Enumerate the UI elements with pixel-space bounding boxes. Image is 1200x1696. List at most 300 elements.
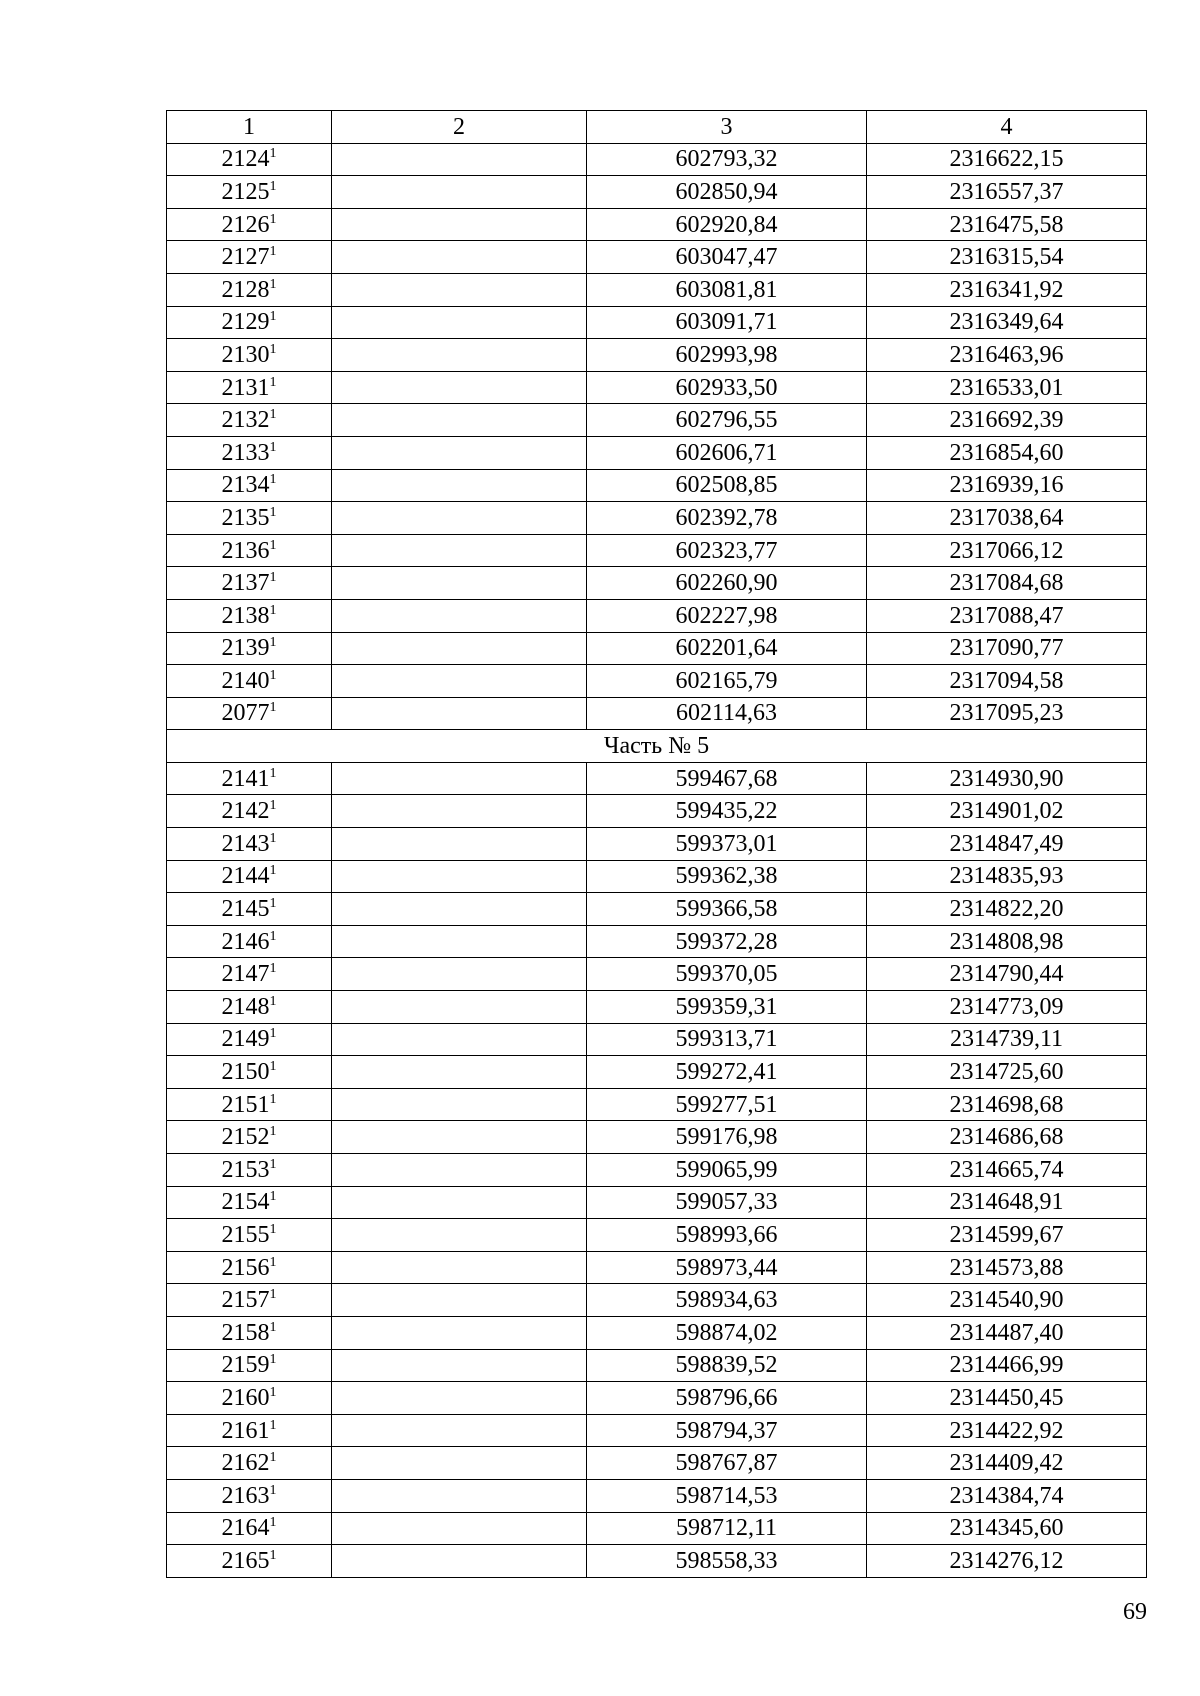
point-index-superscript: 1 xyxy=(269,602,277,618)
point-number: 2158 xyxy=(221,1319,270,1346)
col-2-cell xyxy=(332,1545,587,1578)
point-number-cell xyxy=(167,599,332,632)
table-row xyxy=(167,697,1147,730)
point-number-cell xyxy=(167,1056,332,1089)
x-coordinate-cell: 602796,55 xyxy=(587,404,867,437)
point-number: 2077 xyxy=(221,700,270,727)
point-number-cell xyxy=(167,469,332,502)
point-number: 2143 xyxy=(221,830,270,857)
y-coordinate-cell: 2314847,49 xyxy=(867,828,1147,861)
col-2-cell xyxy=(332,1121,587,1154)
table-row xyxy=(167,208,1147,241)
point-number: 2129 xyxy=(221,309,270,336)
point-index-superscript: 1 xyxy=(269,667,277,683)
x-coordinate-cell: 598796,66 xyxy=(587,1382,867,1415)
x-coordinate-cell: 603047,47 xyxy=(587,241,867,274)
point-number: 2157 xyxy=(221,1287,270,1314)
point-number: 2159 xyxy=(221,1352,270,1379)
col-2-cell xyxy=(332,176,587,209)
col-2-cell xyxy=(332,665,587,698)
point-number-cell xyxy=(167,925,332,958)
x-coordinate-cell: 598993,66 xyxy=(587,1219,867,1252)
y-coordinate-cell: 2317090,77 xyxy=(867,632,1147,665)
point-index-superscript: 1 xyxy=(269,830,277,846)
y-coordinate-cell: 2314450,45 xyxy=(867,1382,1147,1415)
point-index-superscript: 1 xyxy=(269,309,277,325)
point-index-superscript: 1 xyxy=(269,700,277,716)
y-coordinate-cell: 2314822,20 xyxy=(867,893,1147,926)
point-number: 2156 xyxy=(221,1254,270,1281)
point-number-cell xyxy=(167,1121,332,1154)
col-2-cell xyxy=(332,1512,587,1545)
point-number-cell xyxy=(167,1414,332,1447)
point-index-superscript: 1 xyxy=(269,961,277,977)
point-number: 2149 xyxy=(221,1026,270,1053)
y-coordinate-cell: 2314698,68 xyxy=(867,1088,1147,1121)
point-number-cell xyxy=(167,795,332,828)
point-number-cell xyxy=(167,143,332,176)
y-coordinate-cell: 2317084,68 xyxy=(867,567,1147,600)
point-number-cell xyxy=(167,1479,332,1512)
point-number-cell xyxy=(167,339,332,372)
col-2-cell xyxy=(332,306,587,339)
point-number: 2134 xyxy=(221,472,270,499)
y-coordinate-cell: 2314686,68 xyxy=(867,1121,1147,1154)
point-index-superscript: 1 xyxy=(269,1059,277,1075)
y-coordinate-cell: 2314901,02 xyxy=(867,795,1147,828)
table-row xyxy=(167,860,1147,893)
table-row xyxy=(167,1088,1147,1121)
y-coordinate-cell: 2314466,99 xyxy=(867,1349,1147,1382)
table-row xyxy=(167,273,1147,306)
x-coordinate-cell: 602793,32 xyxy=(587,143,867,176)
point-number-cell xyxy=(167,1316,332,1349)
y-coordinate-cell: 2316533,01 xyxy=(867,371,1147,404)
point-index-superscript: 1 xyxy=(269,1189,277,1205)
point-number: 2150 xyxy=(221,1059,270,1086)
col-2-cell xyxy=(332,1349,587,1382)
table-row xyxy=(167,1545,1147,1578)
table-row xyxy=(167,502,1147,535)
col-2-cell xyxy=(332,502,587,535)
point-index-superscript: 1 xyxy=(269,439,277,455)
x-coordinate-cell: 602227,98 xyxy=(587,599,867,632)
y-coordinate-cell: 2314409,42 xyxy=(867,1447,1147,1480)
table-row xyxy=(167,1349,1147,1382)
table-row xyxy=(167,567,1147,600)
table-body-part-5 xyxy=(167,762,1147,1577)
table-row xyxy=(167,991,1147,1024)
col-2-cell xyxy=(332,599,587,632)
point-number: 2163 xyxy=(221,1482,270,1509)
point-number-cell xyxy=(167,697,332,730)
point-number: 2146 xyxy=(221,928,270,955)
point-number: 2125 xyxy=(221,178,270,205)
col-2-cell xyxy=(332,762,587,795)
y-coordinate-cell: 2316349,64 xyxy=(867,306,1147,339)
table-row xyxy=(167,1447,1147,1480)
section-title: Часть № 5 xyxy=(167,730,1147,763)
point-index-superscript: 1 xyxy=(269,1287,277,1303)
x-coordinate-cell: 602850,94 xyxy=(587,176,867,209)
table-row xyxy=(167,1186,1147,1219)
y-coordinate-cell: 2314384,74 xyxy=(867,1479,1147,1512)
point-number-cell xyxy=(167,1219,332,1252)
col-2-cell xyxy=(332,1382,587,1415)
point-index-superscript: 1 xyxy=(269,407,277,423)
x-coordinate-cell: 599065,99 xyxy=(587,1154,867,1187)
point-number: 2136 xyxy=(221,537,270,564)
y-coordinate-cell: 2316341,92 xyxy=(867,273,1147,306)
x-coordinate-cell: 602392,78 xyxy=(587,502,867,535)
col-2-cell xyxy=(332,1154,587,1187)
col-2-cell xyxy=(332,567,587,600)
point-index-superscript: 1 xyxy=(269,1091,277,1107)
col-2-cell xyxy=(332,208,587,241)
x-coordinate-cell: 598767,87 xyxy=(587,1447,867,1480)
x-coordinate-cell: 602165,79 xyxy=(587,665,867,698)
col-2-cell xyxy=(332,1056,587,1089)
y-coordinate-cell: 2317095,23 xyxy=(867,697,1147,730)
col-2-cell xyxy=(332,1219,587,1252)
point-index-superscript: 1 xyxy=(269,570,277,586)
point-number: 2147 xyxy=(221,961,270,988)
x-coordinate-cell: 598934,63 xyxy=(587,1284,867,1317)
point-index-superscript: 1 xyxy=(269,1319,277,1335)
y-coordinate-cell: 2314276,12 xyxy=(867,1545,1147,1578)
y-coordinate-cell: 2314487,40 xyxy=(867,1316,1147,1349)
point-number: 2165 xyxy=(221,1547,270,1574)
point-index-superscript: 1 xyxy=(269,1547,277,1563)
x-coordinate-cell: 602993,98 xyxy=(587,339,867,372)
point-number-cell xyxy=(167,208,332,241)
col-2-cell xyxy=(332,1251,587,1284)
point-number: 2145 xyxy=(221,896,270,923)
point-index-superscript: 1 xyxy=(269,928,277,944)
col-2-cell xyxy=(332,632,587,665)
col-2-cell xyxy=(332,893,587,926)
point-number: 2126 xyxy=(221,211,270,238)
y-coordinate-cell: 2316463,96 xyxy=(867,339,1147,372)
x-coordinate-cell: 599277,51 xyxy=(587,1088,867,1121)
col-2-cell xyxy=(332,1479,587,1512)
col-2-cell xyxy=(332,958,587,991)
point-number: 2154 xyxy=(221,1189,270,1216)
col-2-cell xyxy=(332,925,587,958)
table-row xyxy=(167,1414,1147,1447)
point-index-superscript: 1 xyxy=(269,765,277,781)
y-coordinate-cell: 2317066,12 xyxy=(867,534,1147,567)
table-row xyxy=(167,143,1147,176)
x-coordinate-cell: 599366,58 xyxy=(587,893,867,926)
col-2-cell xyxy=(332,1088,587,1121)
x-coordinate-cell: 598839,52 xyxy=(587,1349,867,1382)
point-index-superscript: 1 xyxy=(269,472,277,488)
point-number-cell xyxy=(167,436,332,469)
point-index-superscript: 1 xyxy=(269,1156,277,1172)
table-row xyxy=(167,1154,1147,1187)
table-row xyxy=(167,306,1147,339)
y-coordinate-cell: 2317038,64 xyxy=(867,502,1147,535)
table-row xyxy=(167,371,1147,404)
col-2-cell xyxy=(332,1023,587,1056)
point-index-superscript: 1 xyxy=(269,1417,277,1433)
y-coordinate-cell: 2314835,93 xyxy=(867,860,1147,893)
y-coordinate-cell: 2317094,58 xyxy=(867,665,1147,698)
point-number: 2130 xyxy=(221,341,270,368)
point-number: 2138 xyxy=(221,602,270,629)
point-number-cell xyxy=(167,1382,332,1415)
table-row xyxy=(167,1512,1147,1545)
point-index-superscript: 1 xyxy=(269,537,277,553)
table-row xyxy=(167,893,1147,926)
coordinate-table xyxy=(166,110,1147,1578)
point-index-superscript: 1 xyxy=(269,374,277,390)
y-coordinate-cell: 2314739,11 xyxy=(867,1023,1147,1056)
table-row xyxy=(167,339,1147,372)
point-number: 2124 xyxy=(221,146,270,173)
table-row xyxy=(167,1284,1147,1317)
x-coordinate-cell: 599272,41 xyxy=(587,1056,867,1089)
point-number: 2144 xyxy=(221,863,270,890)
point-index-superscript: 1 xyxy=(269,1515,277,1531)
section-header-body xyxy=(167,730,1147,763)
col-2-cell xyxy=(332,436,587,469)
point-number-cell xyxy=(167,273,332,306)
col-2-cell xyxy=(332,143,587,176)
point-number-cell xyxy=(167,1284,332,1317)
point-index-superscript: 1 xyxy=(269,1026,277,1042)
point-index-superscript: 1 xyxy=(269,504,277,520)
col-2-cell xyxy=(332,1186,587,1219)
x-coordinate-cell: 599313,71 xyxy=(587,1023,867,1056)
col-2-cell xyxy=(332,339,587,372)
point-number: 2160 xyxy=(221,1384,270,1411)
y-coordinate-cell: 2317088,47 xyxy=(867,599,1147,632)
point-index-superscript: 1 xyxy=(269,244,277,260)
y-coordinate-cell: 2314422,92 xyxy=(867,1414,1147,1447)
point-number-cell xyxy=(167,567,332,600)
table-row xyxy=(167,1316,1147,1349)
point-number: 2127 xyxy=(221,244,270,271)
point-number: 2139 xyxy=(221,635,270,662)
y-coordinate-cell: 2314648,91 xyxy=(867,1186,1147,1219)
y-coordinate-cell: 2314345,60 xyxy=(867,1512,1147,1545)
y-coordinate-cell: 2314790,44 xyxy=(867,958,1147,991)
col-2-cell xyxy=(332,371,587,404)
x-coordinate-cell: 599370,05 xyxy=(587,958,867,991)
point-number-cell xyxy=(167,991,332,1024)
table-row xyxy=(167,469,1147,502)
point-number-cell xyxy=(167,1154,332,1187)
table-row xyxy=(167,599,1147,632)
point-index-superscript: 1 xyxy=(269,1450,277,1466)
point-number-cell xyxy=(167,1349,332,1382)
point-number: 2140 xyxy=(221,667,270,694)
point-number-cell xyxy=(167,176,332,209)
point-index-superscript: 1 xyxy=(269,1352,277,1368)
table-row xyxy=(167,1219,1147,1252)
x-coordinate-cell: 598558,33 xyxy=(587,1545,867,1578)
section-row xyxy=(167,730,1147,763)
x-coordinate-cell: 603081,81 xyxy=(587,273,867,306)
point-index-superscript: 1 xyxy=(269,178,277,194)
x-coordinate-cell: 598714,53 xyxy=(587,1479,867,1512)
col-2-cell xyxy=(332,469,587,502)
point-number: 2137 xyxy=(221,570,270,597)
col-2-cell xyxy=(332,1447,587,1480)
table-row xyxy=(167,762,1147,795)
point-number-cell xyxy=(167,404,332,437)
point-number-cell xyxy=(167,1447,332,1480)
y-coordinate-cell: 2314773,09 xyxy=(867,991,1147,1024)
point-index-superscript: 1 xyxy=(269,211,277,227)
point-number: 2164 xyxy=(221,1515,270,1542)
y-coordinate-cell: 2316854,60 xyxy=(867,436,1147,469)
point-number: 2131 xyxy=(221,374,270,401)
point-number: 2161 xyxy=(221,1417,270,1444)
col-2-cell xyxy=(332,828,587,861)
point-index-superscript: 1 xyxy=(269,993,277,1009)
coordinate-table-sheet xyxy=(166,110,1146,1578)
col-2-cell xyxy=(332,1284,587,1317)
header-col-3: 3 xyxy=(587,111,867,144)
point-number-cell xyxy=(167,665,332,698)
header-col-1: 1 xyxy=(167,111,332,144)
y-coordinate-cell: 2314665,74 xyxy=(867,1154,1147,1187)
table-row xyxy=(167,1479,1147,1512)
table-row xyxy=(167,632,1147,665)
point-number-cell xyxy=(167,371,332,404)
point-number-cell xyxy=(167,1186,332,1219)
point-index-superscript: 1 xyxy=(269,1254,277,1270)
y-coordinate-cell: 2314599,67 xyxy=(867,1219,1147,1252)
point-index-superscript: 1 xyxy=(269,1124,277,1140)
point-number: 2151 xyxy=(221,1091,270,1118)
table-row xyxy=(167,404,1147,437)
col-2-cell xyxy=(332,534,587,567)
point-number-cell xyxy=(167,502,332,535)
x-coordinate-cell: 598794,37 xyxy=(587,1414,867,1447)
x-coordinate-cell: 598973,44 xyxy=(587,1251,867,1284)
x-coordinate-cell: 602933,50 xyxy=(587,371,867,404)
col-2-cell xyxy=(332,273,587,306)
point-index-superscript: 1 xyxy=(269,1482,277,1498)
point-index-superscript: 1 xyxy=(269,1221,277,1237)
point-number-cell xyxy=(167,1251,332,1284)
col-2-cell xyxy=(332,795,587,828)
point-index-superscript: 1 xyxy=(269,896,277,912)
x-coordinate-cell: 602508,85 xyxy=(587,469,867,502)
table-row xyxy=(167,795,1147,828)
table-row xyxy=(167,828,1147,861)
point-number: 2133 xyxy=(221,439,270,466)
point-number: 2142 xyxy=(221,798,270,825)
x-coordinate-cell: 599373,01 xyxy=(587,828,867,861)
x-coordinate-cell: 602606,71 xyxy=(587,436,867,469)
point-index-superscript: 1 xyxy=(269,863,277,879)
col-2-cell xyxy=(332,860,587,893)
col-2-cell xyxy=(332,1316,587,1349)
x-coordinate-cell: 599359,31 xyxy=(587,991,867,1024)
point-number-cell xyxy=(167,1512,332,1545)
y-coordinate-cell: 2316315,54 xyxy=(867,241,1147,274)
point-number: 2148 xyxy=(221,993,270,1020)
table-row xyxy=(167,1023,1147,1056)
y-coordinate-cell: 2314930,90 xyxy=(867,762,1147,795)
x-coordinate-cell: 599176,98 xyxy=(587,1121,867,1154)
point-number-cell xyxy=(167,893,332,926)
table-row xyxy=(167,436,1147,469)
point-index-superscript: 1 xyxy=(269,146,277,162)
x-coordinate-cell: 602114,63 xyxy=(587,697,867,730)
point-number-cell xyxy=(167,762,332,795)
table-row xyxy=(167,958,1147,991)
point-number-cell xyxy=(167,1023,332,1056)
col-2-cell xyxy=(332,991,587,1024)
x-coordinate-cell: 599467,68 xyxy=(587,762,867,795)
point-index-superscript: 1 xyxy=(269,276,277,292)
point-number-cell xyxy=(167,1545,332,1578)
x-coordinate-cell: 603091,71 xyxy=(587,306,867,339)
table-row xyxy=(167,176,1147,209)
table-row xyxy=(167,534,1147,567)
y-coordinate-cell: 2314573,88 xyxy=(867,1251,1147,1284)
x-coordinate-cell: 602920,84 xyxy=(587,208,867,241)
point-number-cell xyxy=(167,958,332,991)
point-index-superscript: 1 xyxy=(269,1384,277,1400)
y-coordinate-cell: 2314540,90 xyxy=(867,1284,1147,1317)
point-number-cell xyxy=(167,828,332,861)
table-row xyxy=(167,1382,1147,1415)
table-row xyxy=(167,1121,1147,1154)
point-number-cell xyxy=(167,534,332,567)
point-number: 2155 xyxy=(221,1221,270,1248)
y-coordinate-cell: 2314808,98 xyxy=(867,925,1147,958)
table-row xyxy=(167,241,1147,274)
x-coordinate-cell: 599435,22 xyxy=(587,795,867,828)
header-col-4: 4 xyxy=(867,111,1147,144)
point-number: 2153 xyxy=(221,1156,270,1183)
x-coordinate-cell: 602260,90 xyxy=(587,567,867,600)
point-number-cell xyxy=(167,860,332,893)
col-2-cell xyxy=(332,404,587,437)
col-2-cell xyxy=(332,1414,587,1447)
point-number-cell xyxy=(167,1088,332,1121)
point-number: 2162 xyxy=(221,1450,270,1477)
x-coordinate-cell: 599362,38 xyxy=(587,860,867,893)
x-coordinate-cell: 602201,64 xyxy=(587,632,867,665)
point-index-superscript: 1 xyxy=(269,341,277,357)
x-coordinate-cell: 599372,28 xyxy=(587,925,867,958)
point-number: 2135 xyxy=(221,504,270,531)
page-number: 69 xyxy=(1123,1599,1147,1625)
header-row xyxy=(167,111,1147,144)
y-coordinate-cell: 2316692,39 xyxy=(867,404,1147,437)
header-col-2: 2 xyxy=(332,111,587,144)
point-number: 2141 xyxy=(221,765,270,792)
table-row xyxy=(167,665,1147,698)
table-row xyxy=(167,925,1147,958)
y-coordinate-cell: 2314725,60 xyxy=(867,1056,1147,1089)
x-coordinate-cell: 598874,02 xyxy=(587,1316,867,1349)
point-index-superscript: 1 xyxy=(269,798,277,814)
x-coordinate-cell: 598712,11 xyxy=(587,1512,867,1545)
table-row xyxy=(167,1056,1147,1089)
x-coordinate-cell: 602323,77 xyxy=(587,534,867,567)
point-number: 2152 xyxy=(221,1124,270,1151)
point-number-cell xyxy=(167,632,332,665)
